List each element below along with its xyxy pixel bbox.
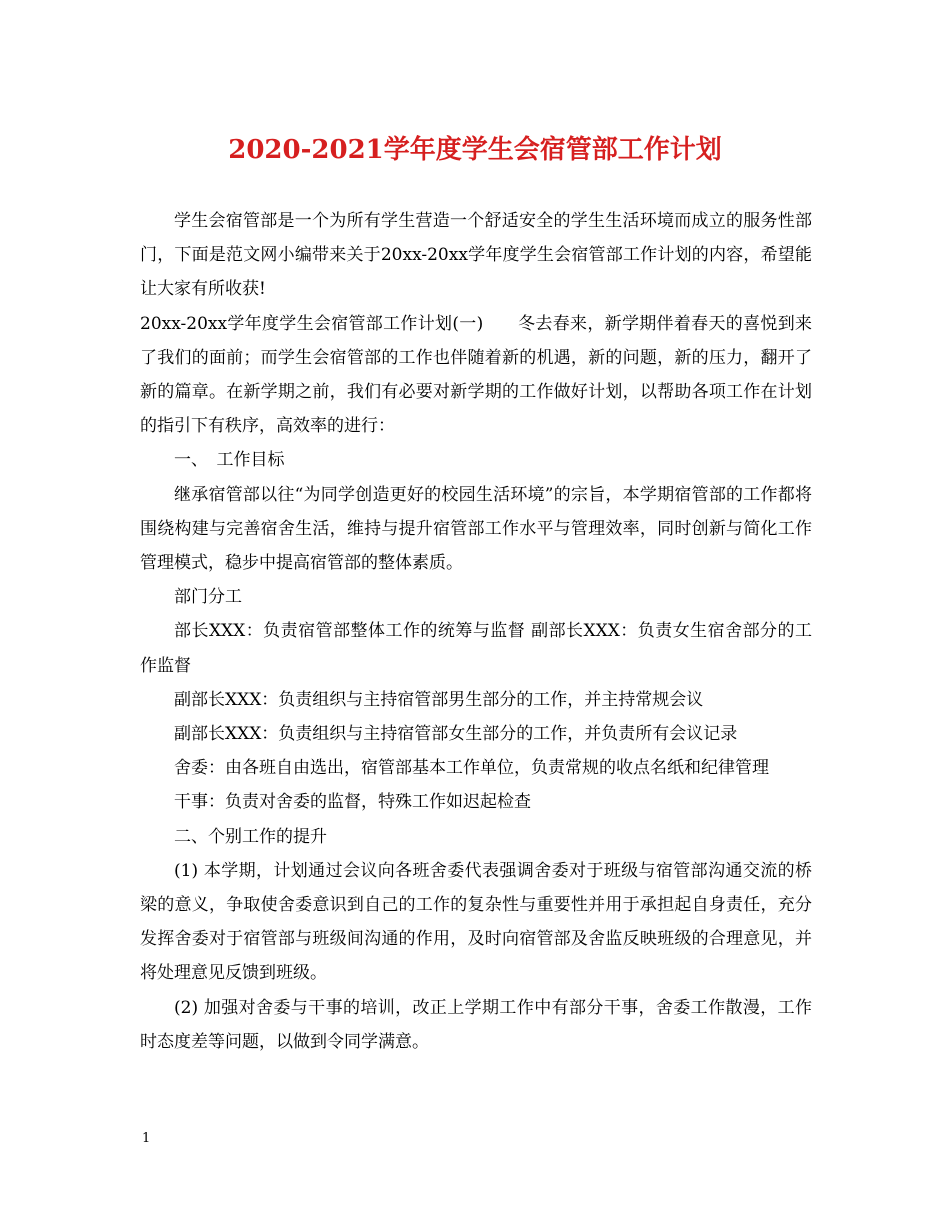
section-heading-division: 部门分工 — [174, 587, 242, 608]
paragraph-intro: 学生会宿管部是一个为所有学生营造一个舒适安全的学生生活环境而成立的服务性部门，下面是范文网小编带来关于20xx-20xx学年度学生会宿管部工作计划的内容，希望能让大家有所收获! — [140, 211, 812, 300]
page-number: 1 — [142, 1131, 151, 1146]
section-heading-improvement: 二、个别工作的提升 — [174, 826, 327, 847]
paragraph-dorm-committee: 舍委：由各班自由选出，宿管部基本工作单位，负责常规的收点名纸和纪律管理 — [174, 758, 769, 779]
paragraph-plan-heading: 20xx-20xx学年度学生会宿管部工作计划(一) 冬去春来，新学期伴着春天的喜悦到来了我们的面前；而学生会宿管部的工作也伴随着新的机遇，新的问题，新的压力，翻开了新的篇章。在新学期之前，我们有必要对新学期的工作做好计划，以帮助各项工作在计划的指引下有秩序，高效率的进行： — [140, 313, 812, 437]
paragraph-item-2: (2) 加强对舍委与干事的培训，改正上学期工作中有部分干事，舍委工作散漫，工作时态度差等问题，以做到令同学满意。 — [140, 997, 812, 1052]
paragraph-goals: 继承宿管部以往“为同学创造更好的校园生活环境”的宗旨，本学期宿管部的工作都将围绕构建与完善宿舍生活，维持与提升宿管部工作水平与管理效率，同时创新与简化工作管理模式，稳步中提高宿管部的整体素质。 — [140, 484, 812, 574]
document-body — [140, 204, 812, 1059]
paragraph-item-1: (1) 本学期，计划通过会议向各班舍委代表强调舍委对于班级与宿管部沟通交流的桥梁的意义，争取使舍委意识到自己的工作的复杂性与重要性并用于承担起自身责任，充分发挥舍委对于宿管部与班级间沟通的作用，及时向宿管部及舍监反映班级的合理意见，并将处理意见反馈到班级。 — [140, 860, 812, 984]
section-heading-goals: 一、 工作目标 — [174, 450, 285, 471]
paragraph-vice-minister-female: 副部长XXX：负责组织与主持宿管部女生部分的工作，并负责所有会议记录 — [174, 724, 738, 745]
paragraph-vice-minister-male: 副部长XXX：负责组织与主持宿管部男生部分的工作，并主持常规会议 — [174, 689, 704, 710]
paragraph-officer: 干事：负责对舍委的监督，特殊工作如迟起检查 — [174, 792, 531, 813]
paragraph-minister: 部长XXX：负责宿管部整体工作的统筹与监督 副部长XXX：负责女生宿舍部分的工作监督 — [140, 621, 812, 676]
document-title: 2020-2021学年度学生会宿管部工作计划 — [228, 135, 722, 165]
